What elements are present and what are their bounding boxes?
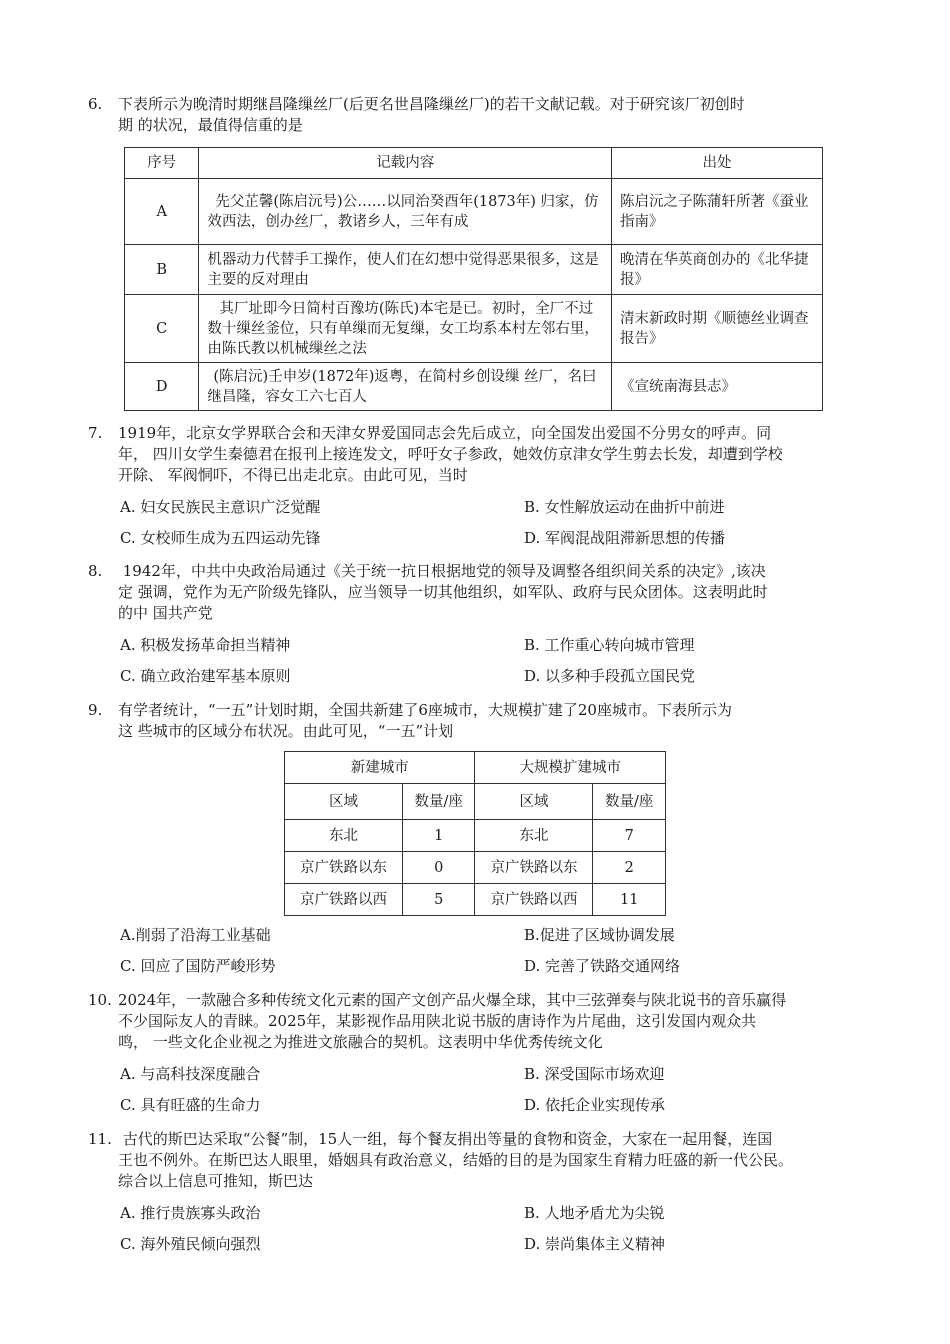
col-header: 序号 bbox=[125, 148, 199, 179]
table-row bbox=[285, 852, 666, 884]
question-7 bbox=[88, 423, 862, 486]
option-a[interactable]: A.削弱了沿海工业基础 bbox=[120, 926, 271, 944]
option-b[interactable]: B.促进了区域协调发展 bbox=[524, 926, 675, 944]
question-stem: 王也不例外。在斯巴达人眼里，婚姻具有政治意义，结婚的目的是为国家生育精力旺盛的新一代公民。 bbox=[118, 1151, 794, 1169]
row-key: A bbox=[125, 179, 199, 245]
col-header: 区域 bbox=[285, 784, 403, 820]
question-stem: 综合以上信息可推知，斯巴达 bbox=[118, 1172, 314, 1190]
question-stem: 鸣， 一些文化企业视之为推进文旅融合的契机。这表明中华优秀传统文化 bbox=[118, 1033, 603, 1051]
question-stem: 2024年，一款融合多种传统文化元素的国产文创产品火爆全球，其中三弦弹奏与陕北说书的音乐赢得 bbox=[118, 991, 787, 1009]
row-source: 清末新政时期《顺德丝业调查报告》 bbox=[612, 295, 823, 363]
option-d[interactable]: D. 以多种手段孤立国民党 bbox=[524, 667, 696, 685]
option-a[interactable]: A. 推行贵族寡头政治 bbox=[120, 1204, 261, 1222]
group-header: 新建城市 bbox=[285, 752, 475, 784]
option-a[interactable]: A. 与高科技深度融合 bbox=[120, 1065, 261, 1083]
cell: 京广铁路以东 bbox=[475, 852, 593, 884]
records-table bbox=[124, 147, 823, 411]
cell: 7 bbox=[593, 820, 666, 852]
option-c[interactable]: C. 女校师生成为五四运动先锋 bbox=[120, 529, 321, 547]
cell: 东北 bbox=[475, 820, 593, 852]
question-stem: 1942年，中共中央政治局通过《关于统一抗日根据地党的领导及调整各组织间关系的决定》,该决 bbox=[118, 562, 766, 580]
option-d[interactable]: D. 崇尚集体主义精神 bbox=[524, 1235, 666, 1253]
row-source: 陈启沅之子陈蒲轩所著《蚕业指南》 bbox=[612, 179, 823, 245]
option-c[interactable]: C. 海外殖民倾向强烈 bbox=[120, 1235, 261, 1253]
option-a[interactable]: A. 积极发扬革命担当精神 bbox=[120, 636, 291, 654]
cell: 1 bbox=[402, 820, 475, 852]
option-b[interactable]: B. 女性解放运动在曲折中前进 bbox=[524, 498, 725, 516]
col-header: 出处 bbox=[612, 148, 823, 179]
group-header: 大规模扩建城市 bbox=[475, 752, 666, 784]
question-number: 9. bbox=[88, 701, 103, 719]
question-9 bbox=[88, 700, 862, 742]
table-row bbox=[125, 179, 823, 245]
table-header-row bbox=[285, 752, 666, 784]
row-key: B bbox=[125, 245, 199, 295]
question-stem: 不少国际友人的青睐。2025年，某影视作品用陕北说书版的唐诗作为片尾曲，这引发国内观众共 bbox=[118, 1012, 757, 1030]
question-stem: 1919年，北京女学界联合会和天津女界爱国同志会先后成立，向全国发出爱国不分男女的呼声。同 bbox=[118, 424, 772, 442]
question-number: 6. bbox=[88, 95, 103, 113]
option-b[interactable]: B. 深受国际市场欢迎 bbox=[524, 1065, 665, 1083]
question-stem: 的中 国共产党 bbox=[118, 604, 213, 622]
option-c[interactable]: C. 回应了国防严峻形势 bbox=[120, 957, 276, 975]
city-distribution-table bbox=[284, 751, 666, 916]
question-6 bbox=[88, 94, 862, 136]
row-content: 机器动力代替手工操作，使人们在幻想中觉得恶果很多，这是主要的反对理由 bbox=[199, 245, 612, 295]
question-stem: 下表所示为晚清时期继昌隆缫丝厂(后更名世昌隆缫丝厂)的若干文献记载。对于研究该厂初创时 bbox=[118, 95, 745, 113]
question-number: 10. bbox=[88, 991, 112, 1009]
option-d[interactable]: D. 依托企业实现传承 bbox=[524, 1096, 666, 1114]
row-source: 《宣统南海县志》 bbox=[612, 363, 823, 411]
row-key: C bbox=[125, 295, 199, 363]
option-d[interactable]: D. 完善了铁路交通网络 bbox=[524, 957, 681, 975]
table-header-row bbox=[285, 784, 666, 820]
question-number: 8. bbox=[88, 562, 103, 580]
table-header-row bbox=[125, 148, 823, 179]
row-content: 其厂址即今日简村百豫坊(陈氏)本宅是已。初时，全厂不过数十缫丝釜位，只有单缫而无复缫，女工均系本村左邻右里，由陈氏教以机械缫丝之法 bbox=[199, 295, 612, 363]
col-header: 数量/座 bbox=[402, 784, 475, 820]
table-row bbox=[285, 884, 666, 916]
option-c[interactable]: C. 具有旺盛的生命力 bbox=[120, 1096, 261, 1114]
table-row bbox=[285, 820, 666, 852]
cell: 11 bbox=[593, 884, 666, 916]
option-d[interactable]: D. 军阀混战阻滞新思想的传播 bbox=[524, 529, 726, 547]
question-stem: 古代的斯巴达采取“公餐”制，15人一组，每个餐友捐出等量的食物和资金，大家在一起用餐，连国 bbox=[118, 1130, 773, 1148]
question-number: 11. bbox=[88, 1130, 112, 1148]
cell: 东北 bbox=[285, 820, 403, 852]
option-b[interactable]: B. 人地矛盾尤为尖锐 bbox=[524, 1204, 665, 1222]
question-stem: 年， 四川女学生秦德君在报刊上接连发文，呼吁女子参政，她效仿京津女学生剪去长发，却遭到学校 bbox=[118, 445, 783, 463]
option-b[interactable]: B. 工作重心转向城市管理 bbox=[524, 636, 695, 654]
question-8 bbox=[88, 561, 862, 624]
cell: 2 bbox=[593, 852, 666, 884]
table-row bbox=[125, 363, 823, 411]
cell: 0 bbox=[402, 852, 475, 884]
question-stem: 期 的状况，最值得信重的是 bbox=[118, 116, 303, 134]
cell: 5 bbox=[402, 884, 475, 916]
question-stem: 开除、 军阀恫吓，不得已出走北京。由此可见，当时 bbox=[118, 466, 468, 484]
question-10 bbox=[88, 990, 862, 1053]
col-header: 数量/座 bbox=[593, 784, 666, 820]
row-key: D bbox=[125, 363, 199, 411]
question-number: 7. bbox=[88, 424, 103, 442]
option-c[interactable]: C. 确立政治建军基本原则 bbox=[120, 667, 291, 685]
question-stem: 有学者统计，“一五”计划时期，全国共新建了6座城市，大规模扩建了20座城市。下表所示为 bbox=[118, 701, 732, 719]
cell: 京广铁路以东 bbox=[285, 852, 403, 884]
table-row bbox=[125, 295, 823, 363]
question-stem: 定 强调，党作为无产阶级先锋队，应当领导一切其他组织，如军队、政府与民众团体。这表明此时 bbox=[118, 583, 768, 601]
col-header: 区域 bbox=[475, 784, 593, 820]
row-source: 晚清在华英商创办的《北华捷报》 bbox=[612, 245, 823, 295]
row-content: 先父芷馨(陈启沅号)公……以同治癸酉年(1873年) 归家，仿效西法，创办丝厂，教诸乡人，三年有成 bbox=[199, 179, 612, 245]
cell: 京广铁路以西 bbox=[475, 884, 593, 916]
table-row bbox=[125, 245, 823, 295]
question-11 bbox=[88, 1129, 862, 1192]
col-header: 记载内容 bbox=[199, 148, 612, 179]
cell: 京广铁路以西 bbox=[285, 884, 403, 916]
question-stem: 这 些城市的区域分布状况。由此可见，“一五”计划 bbox=[118, 722, 454, 740]
option-a[interactable]: A. 妇女民族民主意识广泛觉醒 bbox=[120, 498, 321, 516]
row-content: (陈启沅)壬申岁(1872年)返粤，在简村乡创设缫 丝厂，名曰继昌隆，容女工六七百人 bbox=[199, 363, 612, 411]
